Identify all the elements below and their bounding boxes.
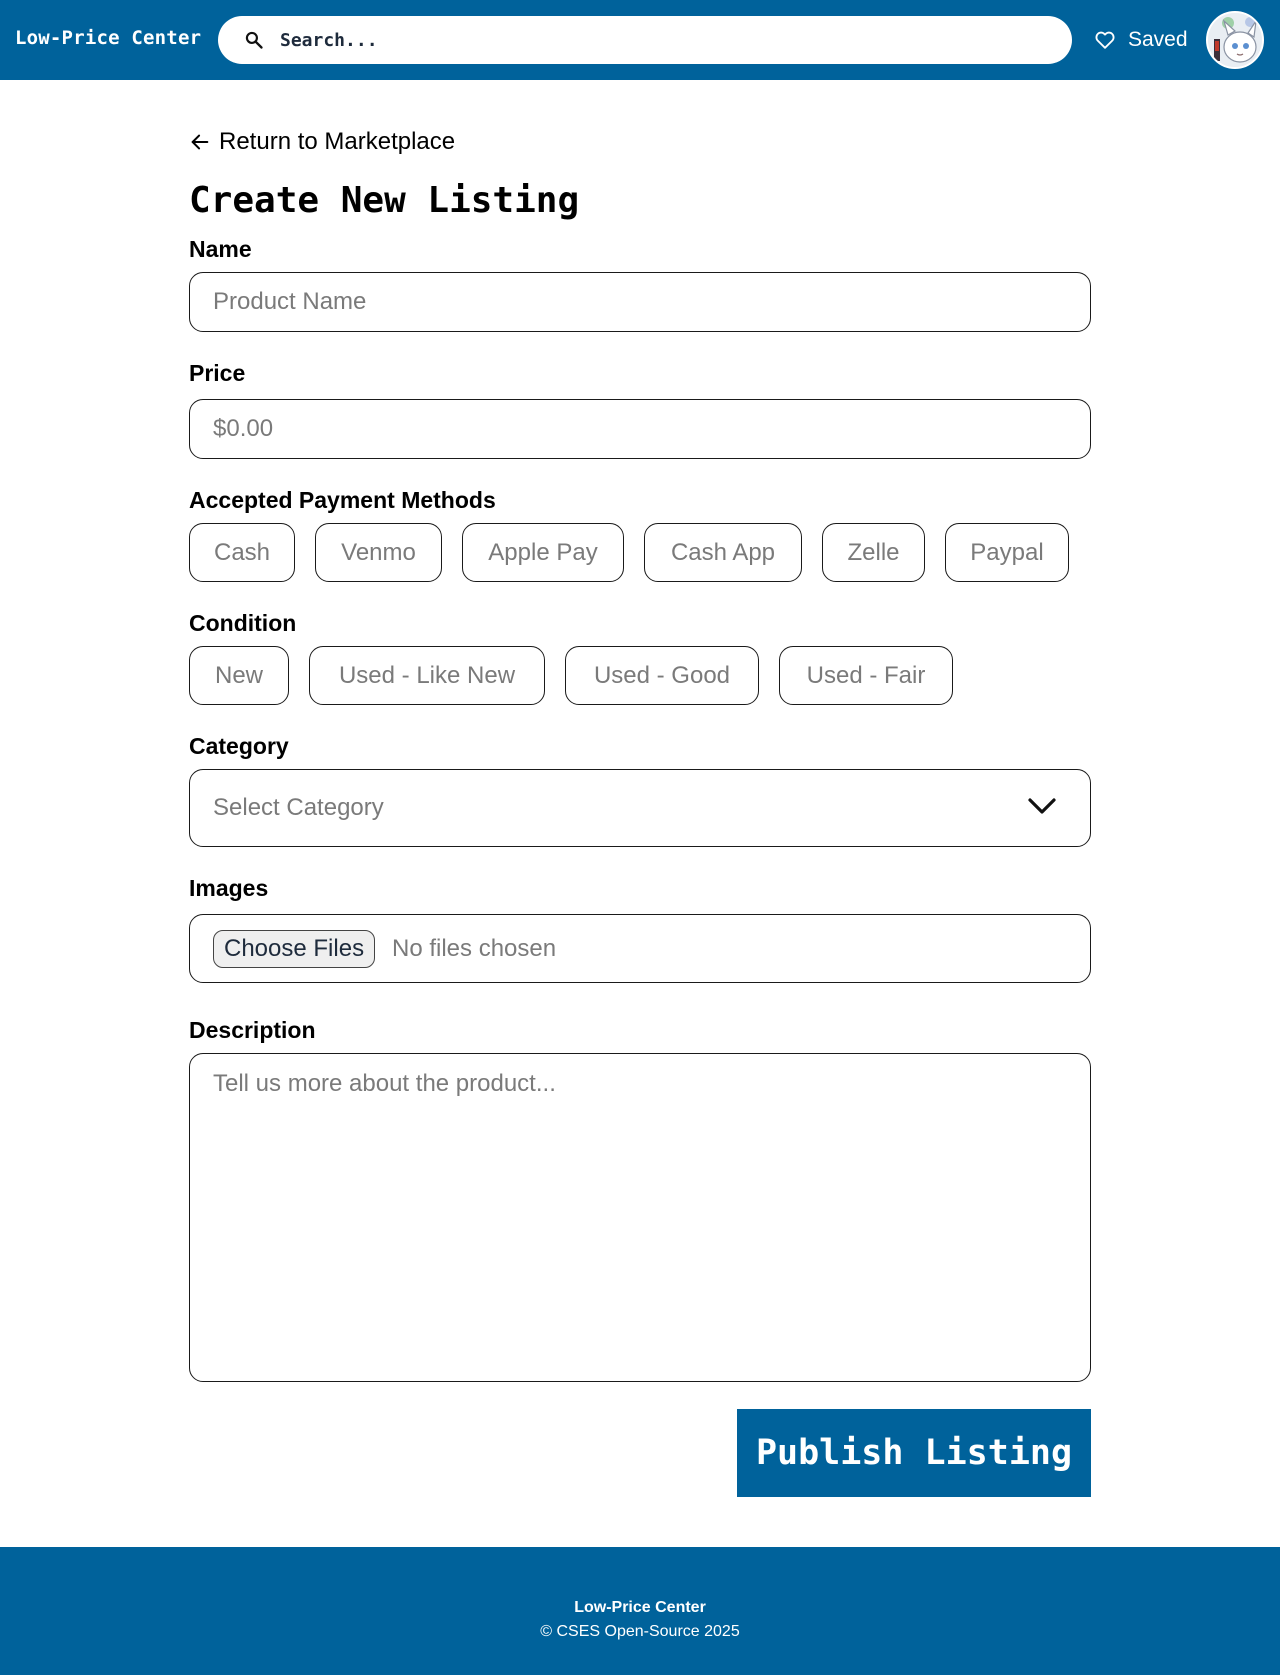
condition-option-used-fair[interactable]: Used - Fair <box>779 646 953 705</box>
payment-option-venmo[interactable]: Venmo <box>315 523 442 582</box>
product-name-input[interactable] <box>189 272 1091 332</box>
arrow-left-icon <box>189 131 211 153</box>
choose-files-button[interactable]: Choose Files <box>213 930 375 968</box>
return-to-marketplace-link[interactable] <box>189 128 455 156</box>
return-link-label: Return to Marketplace <box>219 128 456 155</box>
condition-option-used-good[interactable]: Used - Good <box>565 646 759 705</box>
footer <box>0 1547 1280 1675</box>
avatar[interactable] <box>1206 11 1264 69</box>
payment-methods-label: Accepted Payment Methods <box>189 487 496 513</box>
category-label: Category <box>189 733 289 759</box>
payment-option-cash[interactable]: Cash <box>189 523 295 582</box>
condition-label: Condition <box>189 610 297 636</box>
footer-title: Low-Price Center <box>574 1599 706 1616</box>
category-select[interactable] <box>189 769 1091 847</box>
images-label: Images <box>189 875 269 901</box>
saved-label: Saved <box>1128 28 1188 51</box>
page-title: Create New Listing <box>189 180 580 221</box>
payment-option-apple-pay[interactable]: Apple Pay <box>462 523 624 582</box>
category-select-value: Select Category <box>213 794 384 821</box>
name-label: Name <box>189 236 252 262</box>
heart-icon <box>1094 29 1116 51</box>
price-label: Price <box>189 360 246 386</box>
payment-option-zelle[interactable]: Zelle <box>822 523 925 582</box>
file-status-text: No files chosen <box>392 935 557 962</box>
payment-option-cash-app[interactable]: Cash App <box>644 523 802 582</box>
publish-listing-button[interactable]: Publish Listing <box>737 1409 1091 1497</box>
search-icon <box>244 30 264 50</box>
search-input[interactable] <box>280 16 1050 64</box>
avatar-image <box>1208 13 1264 69</box>
top-nav <box>0 0 1280 80</box>
description-label: Description <box>189 1017 316 1043</box>
saved-button[interactable] <box>1094 24 1188 56</box>
brand-logo-text[interactable]: Low-Price Center <box>15 27 202 49</box>
payment-option-paypal[interactable]: Paypal <box>945 523 1069 582</box>
footer-copyright: © CSES Open-Source 2025 <box>540 1623 740 1640</box>
description-textarea[interactable] <box>189 1053 1091 1382</box>
images-file-input[interactable] <box>189 914 1091 983</box>
condition-option-new[interactable]: New <box>189 646 289 705</box>
chevron-down-icon <box>1026 794 1058 818</box>
price-input[interactable] <box>189 399 1091 459</box>
search-bar[interactable] <box>218 16 1072 64</box>
condition-option-used-like-new[interactable]: Used - Like New <box>309 646 545 705</box>
